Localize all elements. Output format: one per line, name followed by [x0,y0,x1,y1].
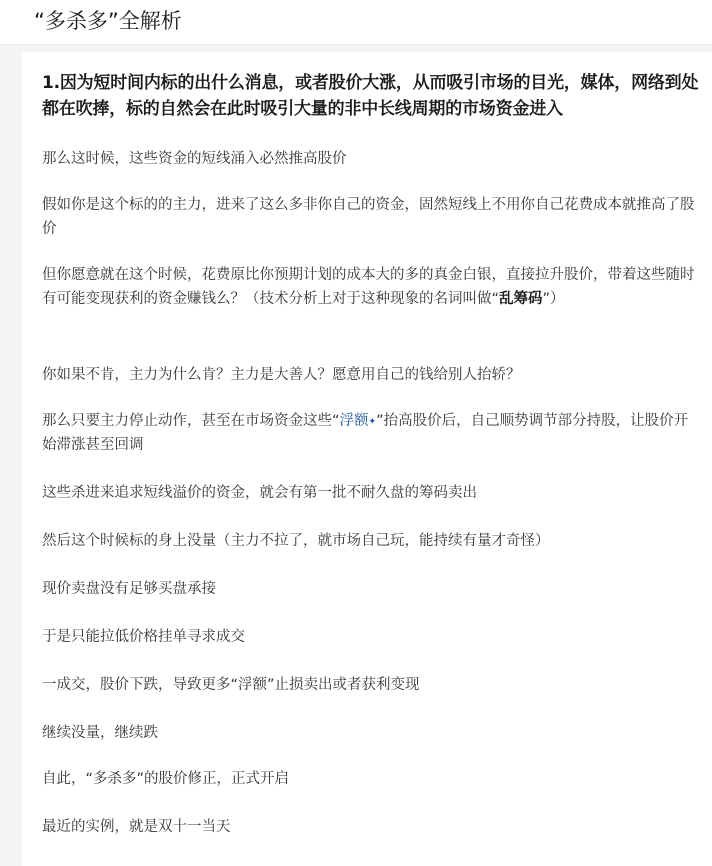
paragraph-6: 这些杀进来追求短线溢价的资金，就会有第一批不耐久盘的筹码卖出 [42,485,477,501]
paragraph-13: 最近的实例，就是双十一当天 [42,819,231,835]
paragraph-10: 一成交，股价下跌，导致更多“浮额”止损卖出或者获利变现 [42,677,420,693]
article-title: “多杀多”全解析 [34,9,182,33]
term-luan-chouma: 乱筹码 [499,290,543,307]
paragraph-5-end: ”抬高股价后，自己顺势调节部分持股，让股价开始滞涨甚至回调 [42,413,689,453]
title-bar [0,0,712,45]
paragraph-12: 自此，“多杀多”的股价修正，正式开启 [42,771,290,787]
paragraph-3-end: ”） [542,290,565,307]
article-body [22,52,712,866]
article-heading: 1.因为短时间内标的出什么消息，或者股价大涨，从而吸引市场的目光，媒体，网络到处都在吹捧，标的自然会在此时吸引大量的非中长线周期的市场资金进入 [42,73,699,119]
paragraph-1: 那么这时候，这些资金的短线涌入必然推高股价 [42,151,347,167]
paragraph-11: 继续没量，继续跌 [42,725,158,741]
paragraph-5-text: 那么只要主力停止动作，甚至在市场资金这些“ [42,413,340,429]
link-fu-e[interactable]: 浮额 [339,413,369,429]
paragraph-5 [42,410,698,457]
paragraph-8: 现价卖盘没有足够买盘承接 [42,581,216,597]
paragraph-3-text: 但你愿意就在这个时候，花费原比你预期计划的成本大的多的真金白银，直接拉升股价，带着这些随时有可能变现获利的资金赚钱么？（技术分析上对于这种现象的名词叫做“ [42,267,695,307]
paragraph-4: 你如果不肯，主力为什么肯？主力是大善人？愿意用自己的钱给别人抬轿？ [42,367,521,383]
paragraph-3 [42,264,698,311]
paragraph-2: 假如你是这个标的的主力，进来了这么多非你自己的资金，固然短线上不用你自己花费成本就推高了股价 [42,197,695,237]
paragraph-9: 于是只能拉低价格挂单寻求成交 [42,629,245,645]
paragraph-7: 然后这个时候标的身上没量（主力不拉了，就市场自己玩，能持续有量才奇怪） [42,533,550,549]
sparkle-icon: ✦ [368,417,377,427]
